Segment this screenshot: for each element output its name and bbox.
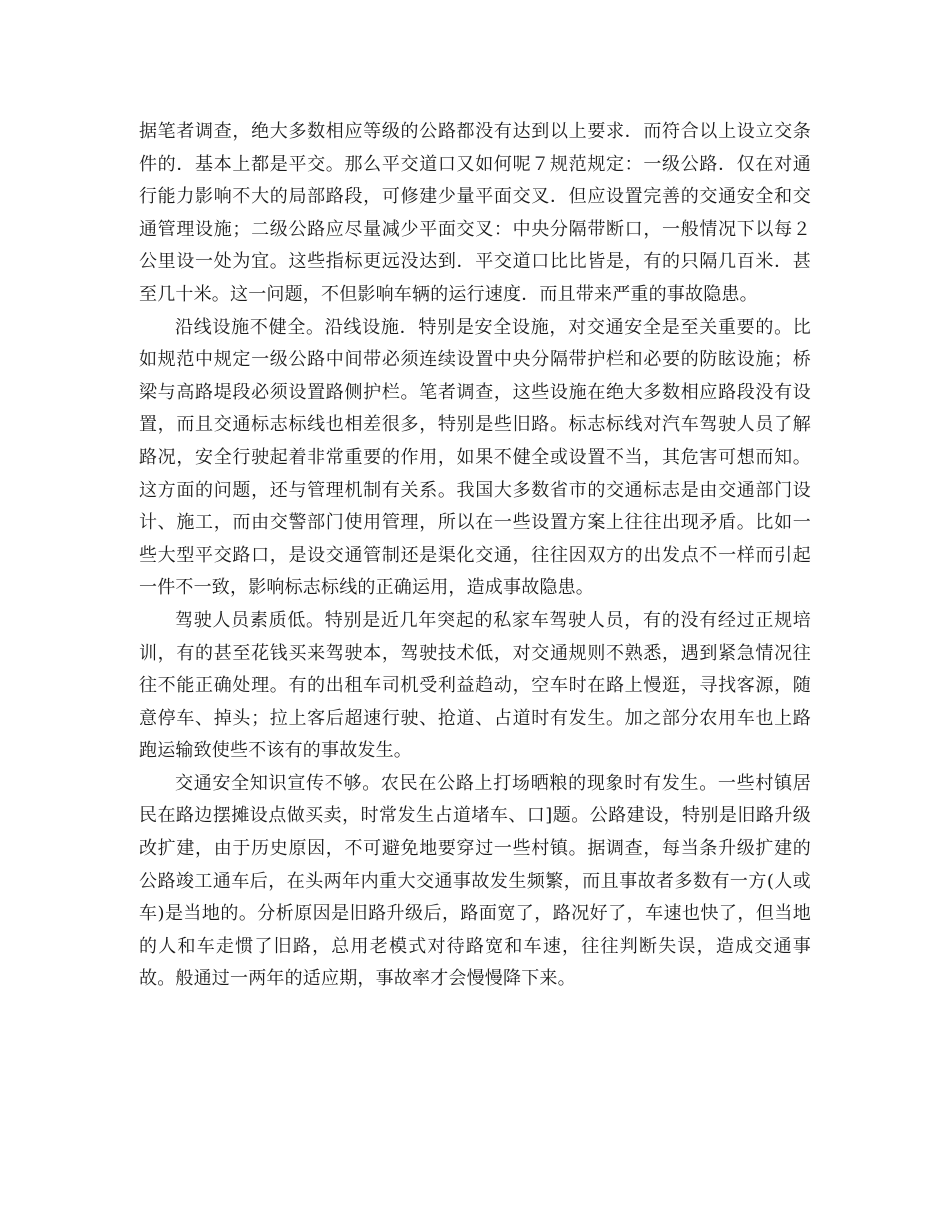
paragraph-roadside-facilities: 沿线设施不健全。沿线设施．特别是安全设施，对交通安全是至关重要的。比如规范中规定一级公路中间带必须连续设置中央分隔带护栏和必要的防眩设施；桥梁与高路堤段必须设置路侧护栏。笔者调查，这些设施在绝大多数相应路段没有设置，而且交通标志标线也相差很多，特别是些旧路。标志标线对汽车驾驶人员了解路况，安全行驶起着非常重要的作用，如果不健全或设置不当，其危害可想而知。这方面的问题，还与管理机制有关系。我国大多数省市的交通标志是由交通部门设计、施工，而由交警部门使用管理，所以在一些设置方案上往往出现矛盾。比如一些大型平交路口，是设交通管制还是渠化交通，往往因双方的出发点不一样而引起一件不一致，影响标志标线的正确运用，造成事故隐患。 (139, 316, 811, 599)
paragraph-driver-quality: 驾驶人员素质低。特别是近几年突起的私家车驾驶人员，有的没有经过正规培训，有的甚至花钱买来驾驶本，驾驶技术低，对交通规则不熟悉，遇到紧急情况往往不能正确处理。有的出租车司机受利益趋动，空车时在路上慢逛，寻找客源，随意停车、掉头；拉上客后超速行驶、抢道、占道时有发生。加之部分农用车也上路跑运输致使些不该有的事故发生。 (139, 609, 811, 762)
paragraph-safety-education: 交通安全知识宣传不够。农民在公路上打场晒粮的现象时有发生。一些村镇居民在路边摆摊设点做买卖，时常发生占道堵车、口]题。公路建设，特别是旧路升级改扩建，由于历史原因，不可避免地要穿过一些村镇。据调查，每当条升级扩建的公路竣工通车后，在头两年内重大交通事故发生频繁，而且事故者多数有一方(人或车)是当地的。分析原因是旧路升级后，路面宽了，路况好了，车速也快了，但当地的人和车走惯了旧路，总用老模式对待路宽和车速，往往判断失误，造成交通事故。般通过一两年的适应期，事故率才会慢慢降下来。 (139, 772, 811, 990)
paragraph-road-standards: 据笔者调查，绝大多数相应等级的公路都没有达到以上要求．而符合以上设立交条件的．基本上都是平交。那么平交道口又如何呢７规范规定：一级公路．仅在对通行能力影响不大的局部路段，可修建少量平面交叉．但应设置完善的交通安全和交通管理设施；二级公路应尽量减少平面交叉：中央分隔带断口，一般情况下以每２公里设一处为宜。这些指标更远没达到．平交道口比比皆是，有的只隔几百米．甚至几十米。这一问题，不但影响车辆的运行速度．而且带来严重的事故隐患。 (139, 121, 811, 305)
document-body (139, 116, 811, 996)
